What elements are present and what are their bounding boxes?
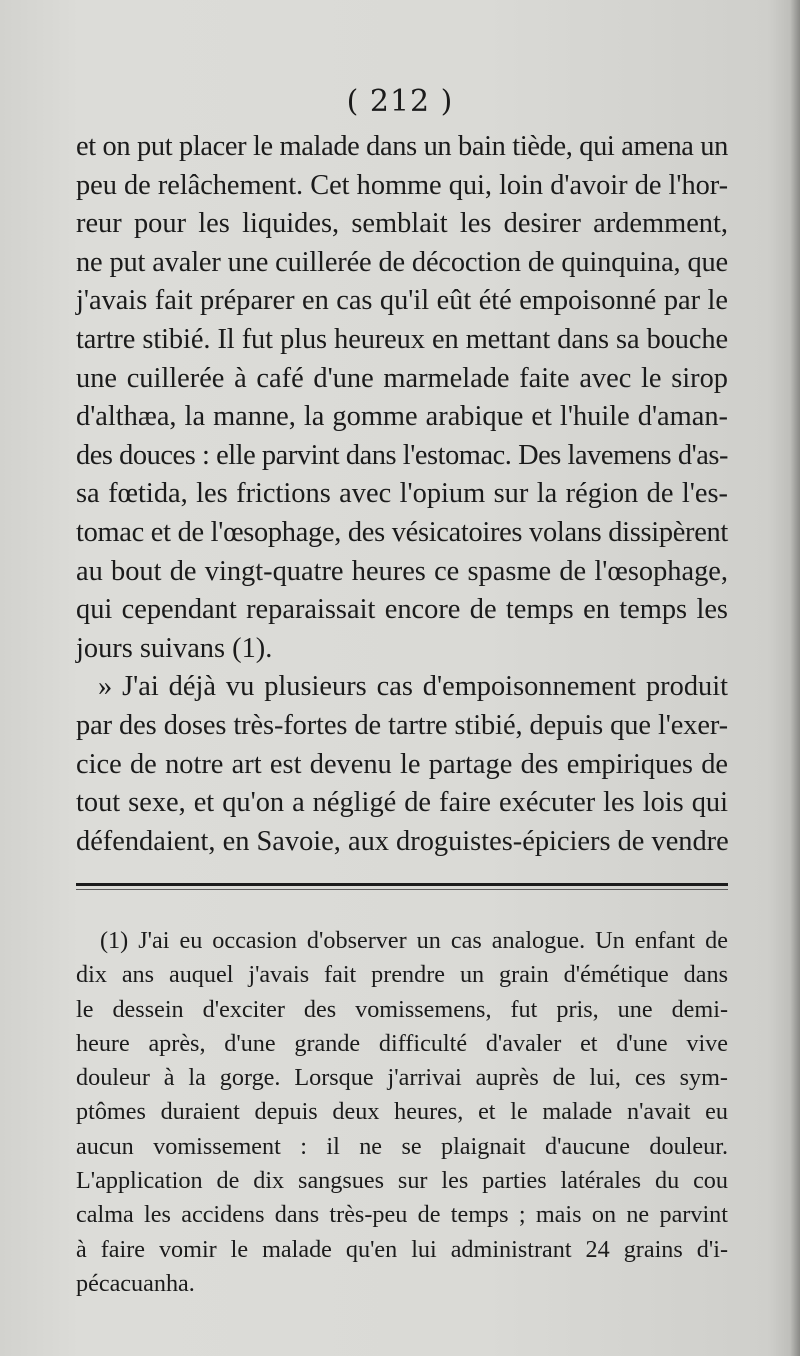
text-line: une cuillerée à café d'une marmelade faite avec le sirop bbox=[76, 362, 728, 394]
footnote-line: calma les accidens dans très-peu de temps ; mais on ne parvint bbox=[76, 1201, 728, 1229]
text-line: défendaient, en Savoie, aux droguistes-épiciers de vendre bbox=[76, 825, 729, 857]
text-line: qui cependant reparaissait encore de temps en temps les bbox=[76, 594, 728, 626]
text-line: au bout de vingt-quatre heures ce spasme de l'œsophage, bbox=[76, 555, 728, 587]
footnote-line: heure après, d'une grande difficulté d'avaler et d'une vive bbox=[76, 1029, 728, 1057]
main-text bbox=[76, 128, 728, 861]
text-line: tout sexe, et qu'on a négligé de faire exécuter les lois qui bbox=[76, 787, 728, 819]
footnote-rule bbox=[76, 883, 728, 886]
footnote-rule-thin bbox=[76, 889, 728, 890]
text-line: d'althæa, la manne, la gomme arabique et l'huile d'aman- bbox=[76, 401, 728, 433]
text-line: et on put placer le malade dans un bain tiède, qui amena un bbox=[76, 131, 728, 162]
footnote-line: dix ans auquel j'avais fait prendre un grain d'émétique dans bbox=[76, 961, 728, 989]
footnote-line: à faire vomir le malade qu'en lui administrant 24 grains d'i- bbox=[76, 1235, 728, 1263]
footnote-line: (1) J'ai eu occasion d'observer un cas analogue. Un enfant de bbox=[100, 927, 728, 954]
text-line: reur pour les liquides, semblait les desirer ardemment, bbox=[76, 208, 728, 240]
page-number: ( 212 ) bbox=[346, 84, 454, 119]
text-line: tomac et de l'œsophage, des vésicatoires volans dissipèrent bbox=[76, 516, 728, 548]
footnote-line: aucun vomissement : il ne se plaignait d'aucune douleur. bbox=[76, 1132, 728, 1160]
text-line-paragraph-start: » J'ai déjà vu plusieurs cas d'empoisonnement produit bbox=[98, 671, 728, 703]
footnote-line: L'application de dix sangsues sur les parties latérales du cou bbox=[76, 1167, 728, 1195]
footnote-line: ptômes duraient depuis deux heures, et le malade n'avait eu bbox=[76, 1098, 728, 1126]
footnote-line-end: pécacuanha. bbox=[76, 1269, 195, 1297]
text-line: j'avais fait préparer en cas qu'il eût été empoisonné par le bbox=[76, 285, 728, 317]
text-line: peu de relâchement. Cet homme qui, loin d'avoir de l'hor- bbox=[76, 169, 728, 201]
footnote bbox=[76, 924, 728, 1301]
text-line: sa fœtida, les frictions avec l'opium sur la région de l'es- bbox=[76, 478, 728, 510]
text-line: par des doses très-fortes de tartre stibié, depuis que l'exer- bbox=[76, 709, 728, 741]
text-line: des douces : elle parvint dans l'estomac. Des lavemens d'as- bbox=[76, 439, 728, 471]
text-line: ne put avaler une cuillerée de décoction de quinquina, que bbox=[76, 246, 728, 278]
text-line: cice de notre art est devenu le partage des empiriques de bbox=[76, 748, 728, 780]
text-line: tartre stibié. Il fut plus heureux en mettant dans sa bouche bbox=[76, 323, 728, 355]
text-line-paragraph-end: jours suivans (1). bbox=[76, 632, 273, 664]
footnote-line: le dessein d'exciter des vomissemens, fut pris, une demi- bbox=[76, 995, 728, 1023]
footnote-line: douleur à la gorge. Lorsque j'arrivai auprès de lui, ces sym- bbox=[76, 1064, 728, 1092]
